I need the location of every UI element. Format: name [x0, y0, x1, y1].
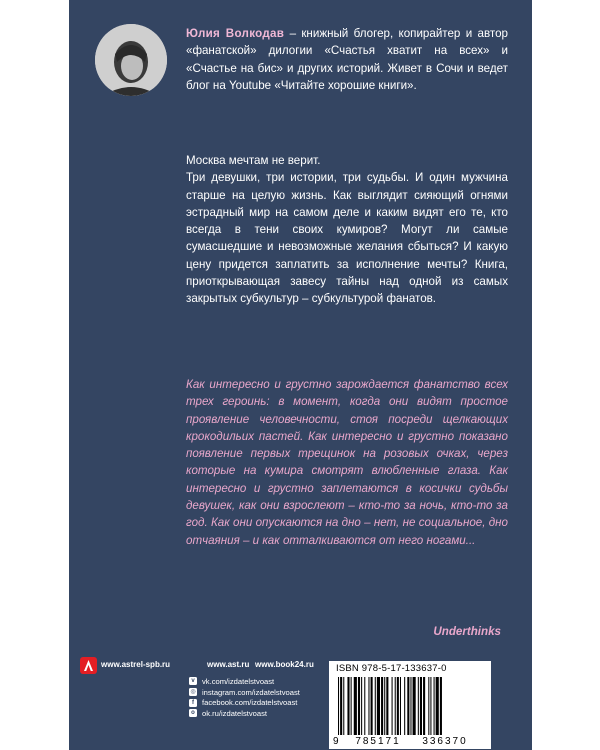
- description-tagline: Москва мечтам не верит.: [186, 154, 321, 167]
- barcode-image: [338, 677, 482, 735]
- isbn-number: ISBN 978-5-17-133637-0: [336, 663, 447, 674]
- social-link-facebook[interactable]: [189, 697, 300, 708]
- barcode-bar: [434, 677, 435, 735]
- barcode-bar: [423, 677, 425, 735]
- odnoklassniki-icon: o: [189, 709, 197, 717]
- barcode-panel: [329, 661, 491, 749]
- barcode-bar: [347, 677, 349, 735]
- barcode-bar: [400, 677, 401, 735]
- social-link-text: vk.com/izdatelstvoast: [202, 676, 275, 686]
- review-signature: Underthinks: [433, 625, 501, 638]
- barcode-bar: [436, 677, 439, 735]
- barcode-bar: [338, 677, 339, 735]
- author-name: Юлия Волкодав: [186, 27, 285, 40]
- barcode-bar: [375, 677, 376, 735]
- barcode-bar: [386, 677, 388, 735]
- barcode-bar: [361, 677, 362, 735]
- barcode-bar: [351, 677, 352, 735]
- author-photo: [95, 24, 167, 96]
- barcode-bar: [413, 677, 416, 735]
- instagram-icon: ◎: [190, 689, 196, 696]
- barcode-bar: [428, 677, 429, 735]
- barcode-bar: [404, 677, 405, 735]
- cover-footer: [69, 650, 532, 750]
- social-link-odnoklassniki[interactable]: [189, 708, 300, 719]
- author-bio-text: – книжный блогер, копирайтер и автор «фанатской» дилогии «Счастья хватит на всех» и «Счастье на бис» и других историй. Живет в Сочи и ведет блог на Youtube «Читайте хорошие книги».: [186, 27, 508, 92]
- publisher-site-link[interactable]: www.astrel-spb.ru: [101, 660, 171, 669]
- social-link-text: facebook.com/izdatelstvoast: [202, 698, 298, 708]
- barcode-bar: [440, 677, 442, 735]
- barcode-bar: [364, 677, 365, 735]
- barcode-digits-right: 336370: [422, 736, 468, 747]
- barcode-bar: [384, 677, 385, 735]
- social-link-instagram[interactable]: [189, 687, 300, 698]
- book24-site-link[interactable]: www.book24.ru: [255, 660, 314, 669]
- barcode-bar: [410, 677, 411, 735]
- social-link-text: ok.ru/izdatelstvoast: [202, 708, 267, 718]
- vk-icon: v: [189, 677, 197, 685]
- barcode-bar: [397, 677, 399, 735]
- barcode-bar: [395, 677, 396, 735]
- barcode-bar: [343, 677, 344, 735]
- barcode-bar: [381, 677, 383, 735]
- barcode-digits-left: 785171: [355, 736, 401, 747]
- facebook-icon: f: [189, 699, 197, 707]
- barcode-bar: [354, 677, 357, 735]
- social-links: [189, 676, 300, 719]
- author-portrait-image: [95, 24, 167, 96]
- book-description: [186, 152, 508, 308]
- barcode-bar: [420, 677, 422, 735]
- barcode-bar: [371, 677, 373, 735]
- barcode-digits: [330, 733, 490, 747]
- barcode-bar: [418, 677, 419, 735]
- barcode-bar: [377, 677, 380, 735]
- barcode-bar: [430, 677, 431, 735]
- barcode-bar: [407, 677, 409, 735]
- barcode-bar: [340, 677, 342, 735]
- book-back-cover: [69, 0, 532, 750]
- barcode-bar: [358, 677, 360, 735]
- social-link-text: instagram.com/izdatelstvoast: [202, 687, 300, 697]
- ast-site-link[interactable]: www.ast.ru: [207, 660, 250, 669]
- social-link-vk[interactable]: [189, 676, 300, 687]
- barcode-bar: [368, 677, 369, 735]
- description-paragraph: Три девушки, три истории, три судьбы. И один мужчина старше на целую жизнь. Как выглядит сияющий огнями эстрадный мир на самом деле и каким видят его те, кто всегда в тени своих кумиров? Могут ли самые сумасшедшие и невозможные желания сбыться? И какую цену придется заплатить за исполнение мечты? Книга, приоткрывающая завесу тайны над одной из самых закрытых субкультур – субкультурой фанатов.: [186, 171, 508, 306]
- author-bio: [186, 25, 508, 94]
- barcode-bar: [392, 677, 393, 735]
- publisher-logo-icon: [80, 657, 97, 674]
- review-quote: Как интересно и грустно зарождается фанатство всех трех героинь: в момент, когда они видят простое проявление человечности, стоя посреди щелкающих крокодильих пастей. Как интересно и грустно показано появление первых трещинок на розовых очках, через которые на кумира смотрят влюбленные глаза. Как интересно и грустно заплетаются в косички судьбы девушек, как они взрослеют – кто-то за ночь, кто-то за год. Как они опускаются на дно – нет, не социальное, дно отчаяния – и как отталкиваются от него ногами...: [186, 378, 508, 547]
- barcode-digit-first: 9: [333, 736, 339, 747]
